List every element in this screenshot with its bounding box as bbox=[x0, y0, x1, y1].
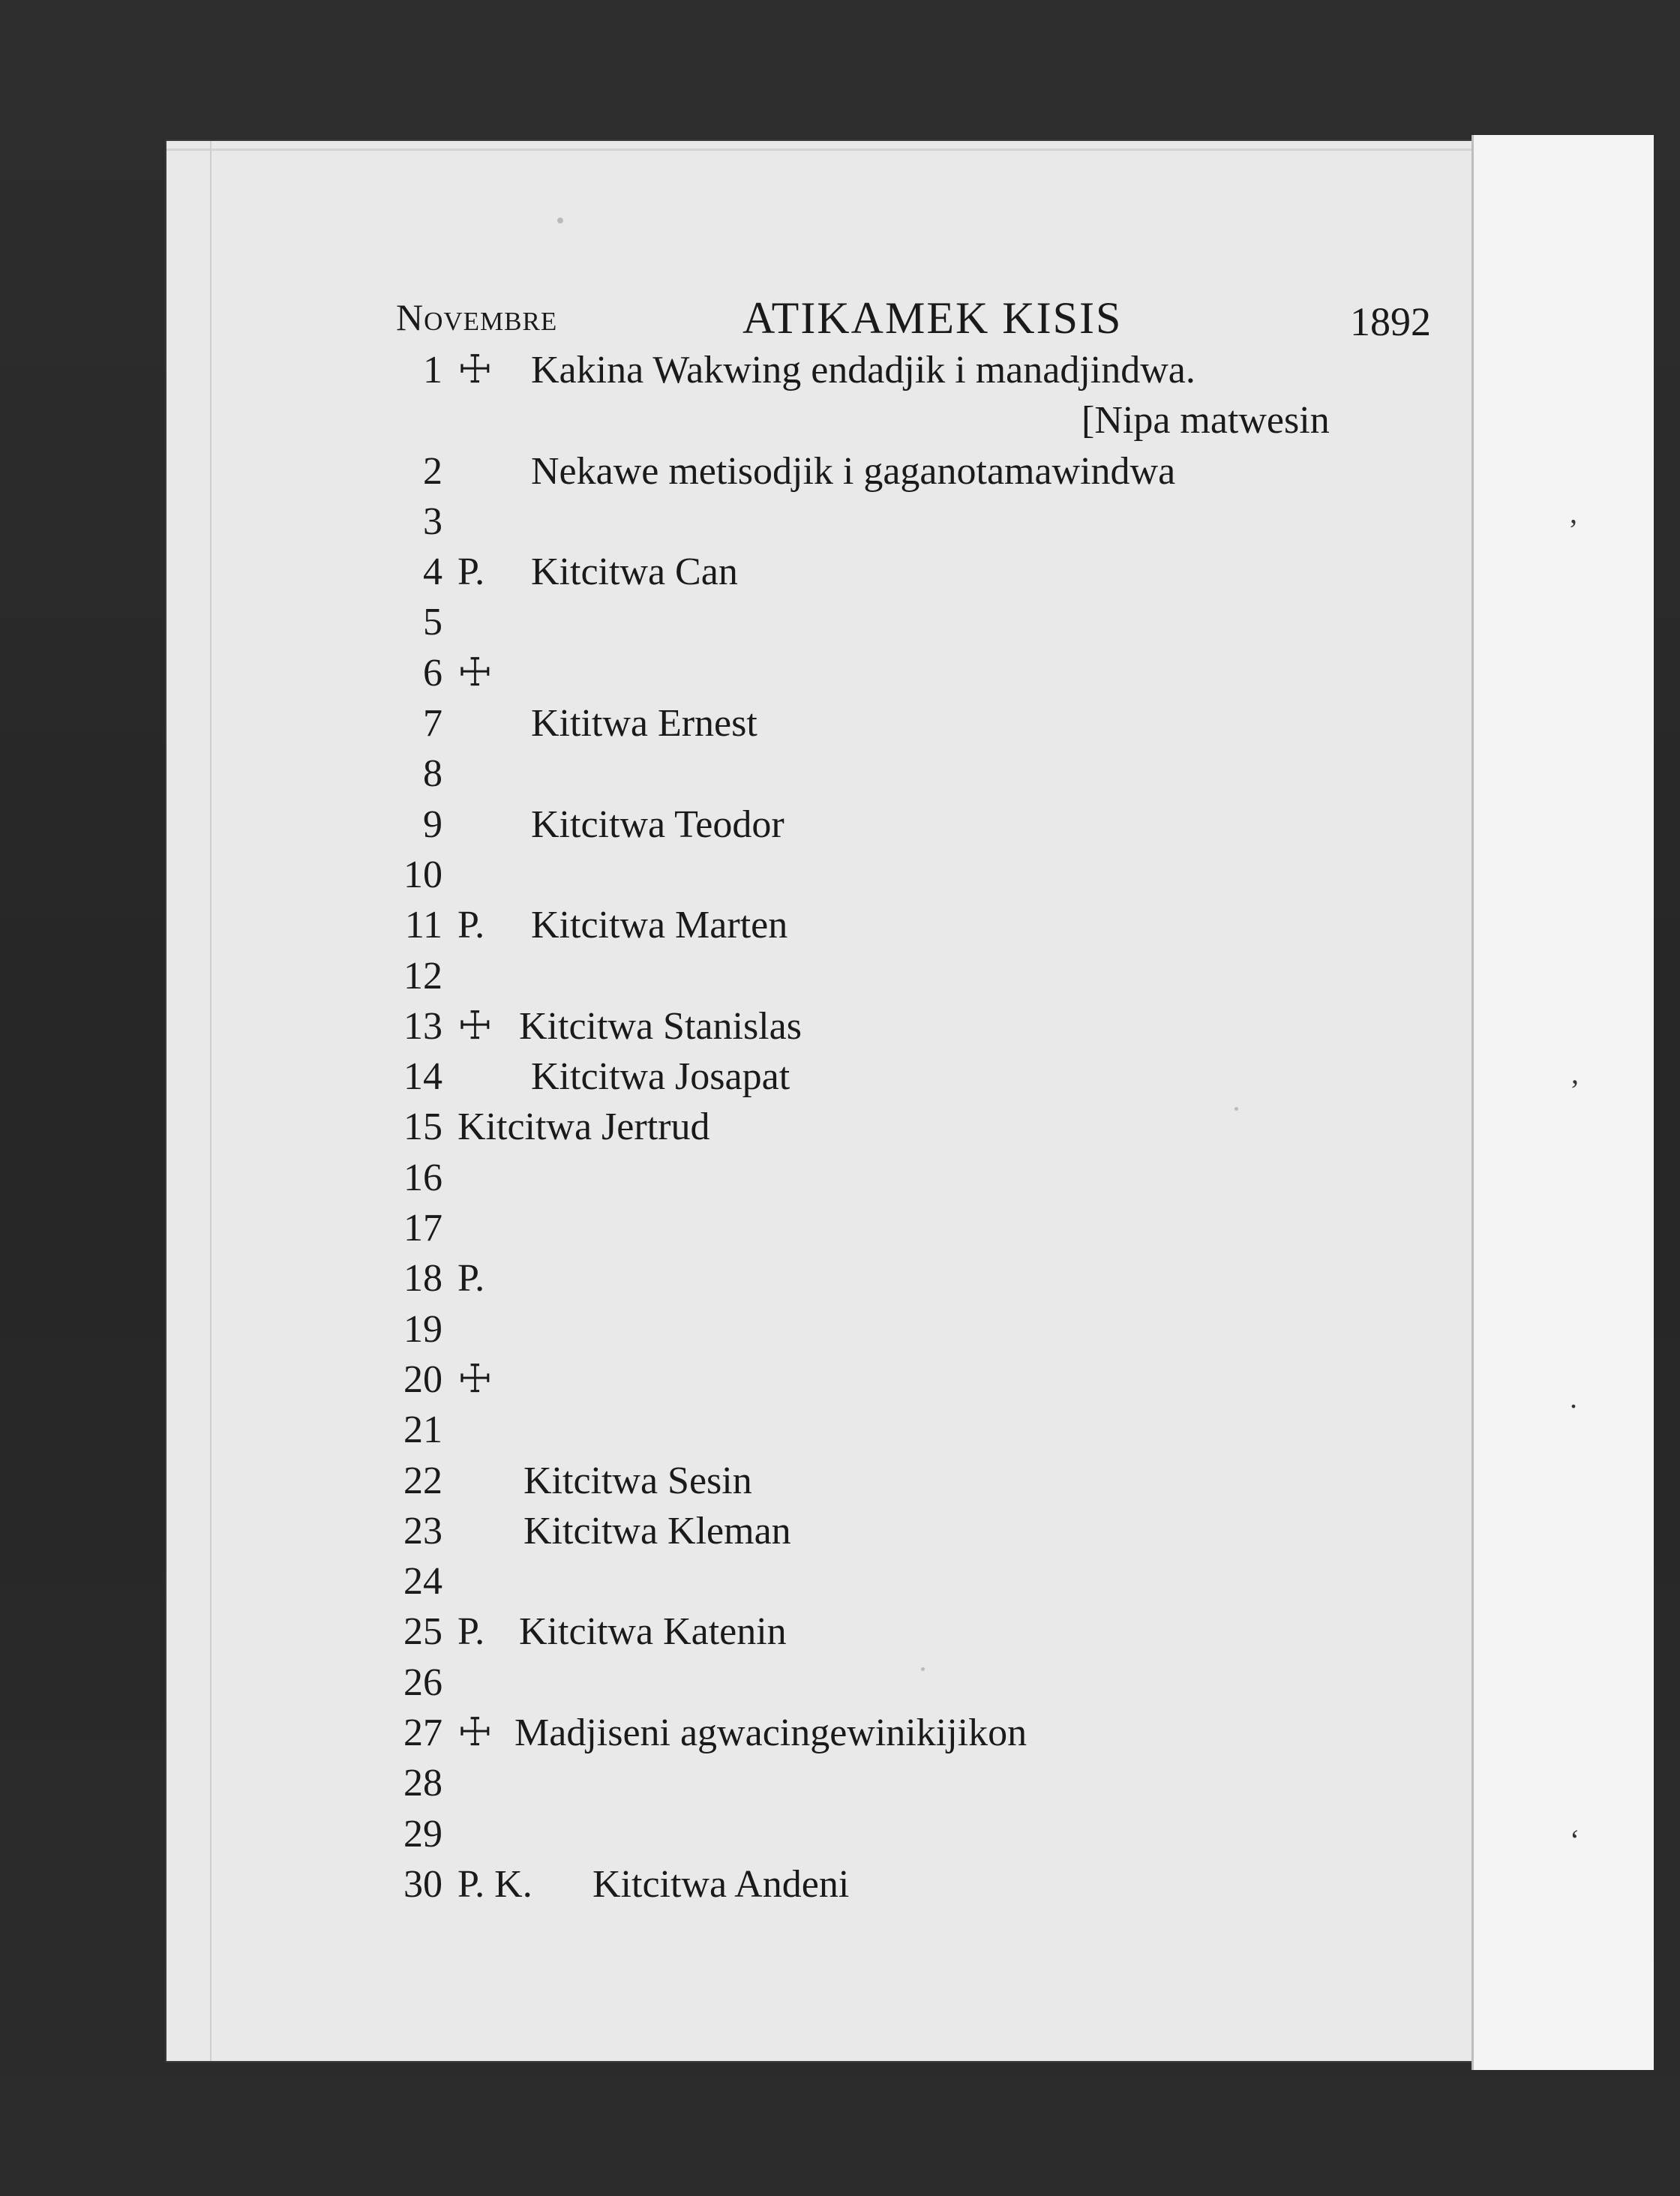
calendar-entry bbox=[375, 1758, 1470, 1808]
feast-mark: P. K. bbox=[458, 1862, 532, 1906]
feast-mark: P. bbox=[458, 550, 485, 594]
calendar-entry bbox=[375, 1809, 1470, 1859]
entry-text: [Nipa matwesin bbox=[1082, 399, 1330, 442]
calendar-entry bbox=[375, 1456, 1470, 1506]
day-number: 29 bbox=[404, 1812, 442, 1856]
page-inner-edge bbox=[210, 141, 212, 2061]
day-number: 3 bbox=[423, 500, 442, 543]
adjacent-page-mark: ’ bbox=[1570, 1073, 1580, 1107]
feast-mark: ☩ bbox=[458, 1004, 493, 1048]
entry-text: Kitcitwa Katenin bbox=[519, 1610, 787, 1654]
calendar-entry bbox=[375, 345, 1470, 395]
day-number: 24 bbox=[404, 1560, 442, 1604]
feast-mark: P. bbox=[458, 1257, 485, 1300]
day-number: 22 bbox=[404, 1459, 442, 1502]
calendar-entry-continuation bbox=[375, 395, 1470, 446]
calendar-entry bbox=[375, 1001, 1470, 1052]
entry-text: Kitcitwa Kleman bbox=[524, 1509, 791, 1552]
month-rest: ovembre bbox=[424, 296, 558, 338]
calendar-entry bbox=[375, 446, 1470, 496]
calendar-entry bbox=[375, 1405, 1470, 1455]
scan-speck bbox=[557, 218, 563, 224]
month-name bbox=[396, 296, 557, 339]
day-number: 6 bbox=[423, 651, 442, 694]
adjacent-page-mark: ‘ bbox=[1570, 1823, 1580, 1857]
calendar-entry bbox=[375, 1253, 1470, 1304]
feast-mark: ☩ bbox=[458, 349, 493, 392]
day-number: 25 bbox=[404, 1610, 442, 1654]
calendar-year: 1892 bbox=[1350, 299, 1431, 344]
calendar-entry bbox=[375, 1708, 1470, 1758]
day-number: 7 bbox=[423, 702, 442, 746]
calendar-entry bbox=[375, 1102, 1470, 1152]
day-number: 30 bbox=[404, 1862, 442, 1906]
day-number: 12 bbox=[404, 954, 442, 998]
calendar-entry bbox=[375, 748, 1470, 799]
day-number: 9 bbox=[423, 802, 442, 846]
day-number: 20 bbox=[404, 1358, 442, 1401]
entry-text: Kitcitwa Josapat bbox=[531, 1055, 790, 1099]
entry-text: Madjiseni agwacingewinikijikon bbox=[514, 1712, 1028, 1755]
feast-mark: ☩ bbox=[458, 1358, 493, 1401]
entry-text: Kititwa Ernest bbox=[531, 702, 758, 746]
day-number: 13 bbox=[404, 1004, 442, 1048]
entry-text: Kitcitwa Stanislas bbox=[519, 1004, 802, 1048]
calendar-entry bbox=[375, 1506, 1470, 1556]
feast-mark: P. bbox=[458, 904, 485, 947]
day-number: 11 bbox=[404, 904, 442, 947]
month-initial: N bbox=[396, 296, 424, 338]
adjacent-page-mark: , bbox=[1570, 496, 1577, 530]
day-number: 28 bbox=[404, 1762, 442, 1805]
calendar-entry bbox=[375, 951, 1470, 1001]
feast-mark: ☩ bbox=[458, 1712, 493, 1755]
entry-text: Kitcitwa Teodor bbox=[531, 802, 784, 846]
day-number: 16 bbox=[404, 1156, 442, 1199]
entry-text: Kitcitwa Can bbox=[531, 550, 738, 594]
day-number: 2 bbox=[423, 449, 442, 493]
entry-text: Kitcitwa Marten bbox=[531, 904, 788, 947]
day-number: 27 bbox=[404, 1712, 442, 1755]
entry-text: Kakina Wakwing endadjik i manadjindwa. bbox=[531, 349, 1196, 392]
calendar-entry bbox=[375, 1153, 1470, 1203]
calendar-entry bbox=[375, 597, 1470, 647]
feast-mark: ☩ bbox=[458, 651, 493, 694]
day-number: 17 bbox=[404, 1207, 442, 1250]
day-number: 15 bbox=[404, 1106, 442, 1149]
calendar-entry bbox=[375, 1052, 1470, 1102]
calendar-entry bbox=[375, 850, 1470, 900]
calendar-entries bbox=[375, 345, 1470, 1910]
calendar-entry bbox=[375, 648, 1470, 698]
adjacent-page-mark: . bbox=[1570, 1381, 1577, 1414]
day-number: 21 bbox=[404, 1408, 442, 1452]
day-number: 23 bbox=[404, 1509, 442, 1552]
adjacent-page-edge bbox=[1472, 135, 1654, 2070]
day-number: 10 bbox=[404, 853, 442, 896]
page-top-edge bbox=[166, 148, 1472, 151]
feast-mark: P. bbox=[458, 1610, 485, 1654]
calendar-entry bbox=[375, 800, 1470, 850]
calendar-entry bbox=[375, 1556, 1470, 1606]
calendar-entry bbox=[375, 900, 1470, 950]
day-number: 8 bbox=[423, 752, 442, 796]
calendar-entry bbox=[375, 496, 1470, 547]
entry-text: Kitcitwa Andeni bbox=[592, 1862, 850, 1906]
day-number: 1 bbox=[423, 349, 442, 392]
calendar-entry bbox=[375, 1354, 1470, 1405]
day-number: 18 bbox=[404, 1257, 442, 1300]
calendar-entry bbox=[375, 547, 1470, 597]
page-header bbox=[396, 292, 1431, 345]
day-number: 26 bbox=[404, 1660, 442, 1704]
day-number: 14 bbox=[404, 1055, 442, 1099]
entry-text: Nekawe metisodjik i gaganotamawindwa bbox=[531, 449, 1176, 493]
day-number: 5 bbox=[423, 601, 442, 644]
calendar-entry bbox=[375, 698, 1470, 748]
entry-text: Kitcitwa Sesin bbox=[524, 1459, 752, 1502]
calendar-entry bbox=[375, 1658, 1470, 1708]
entry-text: Kitcitwa Jertrud bbox=[458, 1106, 710, 1149]
day-number: 4 bbox=[423, 550, 442, 594]
calendar-title: ATIKAMEK KISIS bbox=[742, 293, 1123, 343]
calendar-entry bbox=[375, 1859, 1470, 1910]
day-number: 19 bbox=[404, 1307, 442, 1351]
calendar-entry bbox=[375, 1304, 1470, 1354]
calendar-entry bbox=[375, 1606, 1470, 1657]
calendar-entry bbox=[375, 1203, 1470, 1253]
